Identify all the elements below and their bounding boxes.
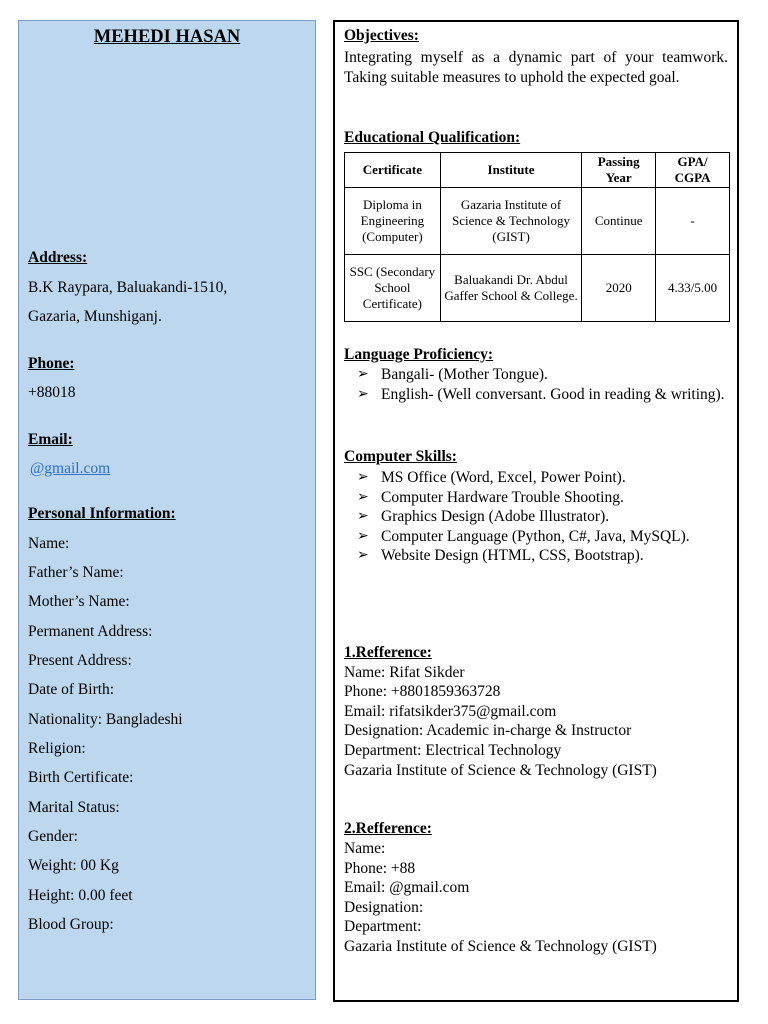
reference-1-department: Department: Electrical Technology (344, 742, 562, 759)
column-header-certificate: Certificate (345, 153, 441, 188)
objectives-text: Integrating myself as a dynamic part of your teamwork. Taking suitable measures to uphold the expected goal. (344, 49, 728, 86)
education-heading: Educational Qualification: (344, 129, 521, 146)
personal-item-permanent-address: Permanent Address: (28, 623, 153, 640)
list-item: ➢ Graphics Design (Adobe Illustrator). (357, 508, 610, 525)
reference-1-institute: Gazaria Institute of Science & Technology (GIST) (344, 762, 657, 779)
list-item: ➢ Bangali- (Mother Tongue). (357, 366, 548, 383)
reference-1-designation: Designation: Academic in-charge & Instructor (344, 722, 632, 739)
list-item: ➢ MS Office (Word, Excel, Power Point). (357, 469, 626, 486)
reference-2-department: Department: (344, 918, 422, 935)
table-cell-institute: Baluakandi Dr. Abdul Gaffer School & College. (440, 255, 581, 322)
skills-list (357, 468, 728, 566)
table-cell-certificate: Diploma in Engineering (Computer) (345, 188, 441, 255)
personal-item-height: Height: 0.00 feet (28, 887, 133, 904)
email-link[interactable]: @gmail.com (30, 460, 111, 477)
personal-item-religion: Religion: (28, 740, 86, 757)
personal-item-gender: Gender: (28, 828, 78, 845)
personal-item-blood-group: Blood Group: (28, 916, 114, 933)
personal-item-nationality: Nationality: Bangladeshi (28, 711, 183, 728)
table-header-row (345, 153, 730, 188)
reference-2-heading: 2.Refference: (344, 820, 432, 837)
reference-2-designation: Designation: (344, 899, 424, 916)
language-list (357, 365, 728, 404)
address-line-2: Gazaria, Munshiganj. (28, 308, 162, 325)
table-cell-institute: Gazaria Institute of Science & Technology (GIST) (440, 188, 581, 255)
personal-item-name: Name: (28, 535, 70, 552)
left-sidebar (18, 20, 316, 1000)
candidate-name: MEHEDI HASAN (93, 27, 241, 47)
reference-1-email: Email: rifatsikder375@gmail.com (344, 703, 557, 720)
arrowhead-bullet-icon: ➢ (357, 367, 369, 382)
personal-item-marital-status: Marital Status: (28, 799, 120, 816)
arrowhead-bullet-icon: ➢ (357, 528, 369, 544)
list-item: ➢ Computer Language (Python, C#, Java, MySQL). (357, 527, 690, 545)
table-row (345, 255, 730, 322)
table-row (345, 188, 730, 255)
personal-item-mother: Mother’s Name: (28, 593, 130, 610)
table-cell-gpa: 4.33/5.00 (656, 255, 730, 322)
personal-item-birth-certificate: Birth Certificate: (28, 769, 134, 786)
column-header-institute: Institute (440, 153, 581, 188)
table-cell-passing-year: Continue (582, 188, 656, 255)
main-content (333, 20, 739, 1002)
skills-heading: Computer Skills: (344, 448, 457, 465)
education-table (344, 152, 730, 322)
arrowhead-bullet-icon: ➢ (357, 548, 369, 563)
personal-item-present-address: Present Address: (28, 652, 132, 669)
list-item: ➢ English- (Well conversant. Good in reading & writing). (357, 385, 725, 403)
phone-label: Phone: (28, 355, 75, 372)
list-item: ➢ Website Design (HTML, CSS, Bootstrap). (357, 547, 644, 564)
reference-1-name: Name: Rifat Sikder (344, 664, 465, 681)
reference-2-name: Name: (344, 840, 386, 857)
arrowhead-bullet-icon: ➢ (357, 386, 369, 402)
email-label: Email: (28, 431, 73, 448)
column-header-passing-year: Passing Year (582, 153, 656, 188)
language-heading: Language Proficiency: (344, 346, 494, 363)
reference-1-phone: Phone: +8801859363728 (344, 683, 501, 700)
arrowhead-bullet-icon: ➢ (357, 509, 369, 524)
phone-value: +88018 (28, 384, 76, 401)
arrowhead-bullet-icon: ➢ (357, 489, 369, 505)
column-header-gpa: GPA/ CGPA (656, 153, 730, 188)
table-cell-passing-year: 2020 (582, 255, 656, 322)
address-line-1: B.K Raypara, Baluakandi-1510, (28, 279, 228, 296)
arrowhead-bullet-icon: ➢ (357, 470, 369, 485)
reference-1-heading: 1.Refference: (344, 644, 432, 661)
personal-item-father: Father’s Name: (28, 564, 124, 581)
reference-2-phone: Phone: +88 (344, 860, 416, 877)
reference-2-email: Email: @gmail.com (344, 879, 470, 896)
personal-info-label: Personal Information: (28, 505, 176, 522)
reference-2-institute: Gazaria Institute of Science & Technology (GIST) (344, 938, 657, 955)
table-cell-gpa: - (656, 188, 730, 255)
address-label: Address: (28, 249, 88, 266)
list-item: ➢ Computer Hardware Trouble Shooting. (357, 488, 624, 506)
personal-item-weight: Weight: 00 Kg (28, 857, 119, 874)
objectives-heading: Objectives: (344, 27, 419, 44)
personal-item-dob: Date of Birth: (28, 681, 115, 698)
table-cell-certificate: SSC (Secondary School Certificate) (345, 255, 441, 322)
